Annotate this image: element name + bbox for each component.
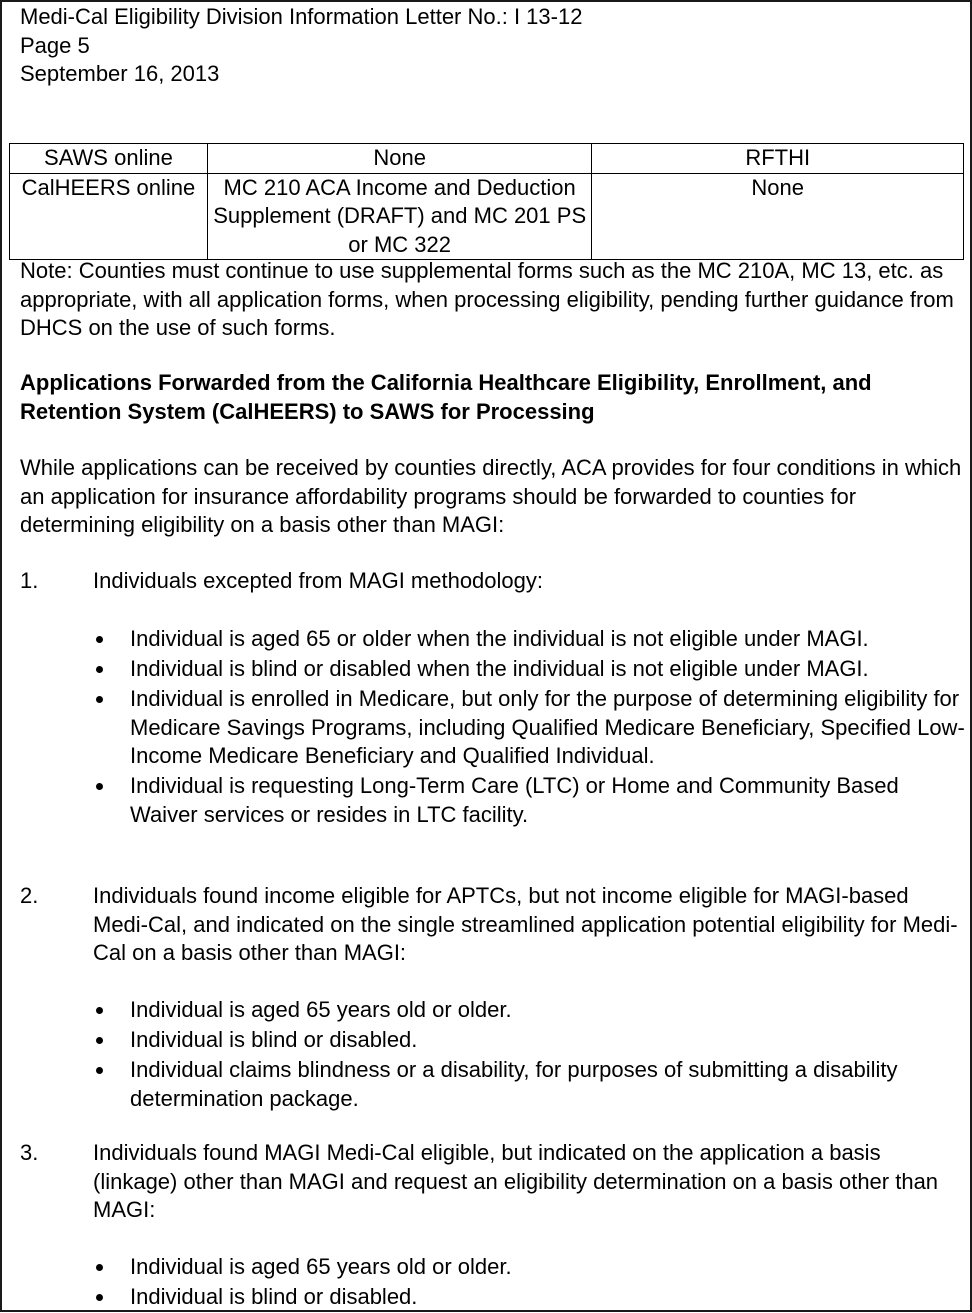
condition-text: Individuals found income eligible for APTCs, but not income eligible for MAGI-based Medi-Cal, and indicated on the single streamlined application potential eligibility for Medi-Cal on a basis other than MAGI: [93, 883, 958, 965]
list-item-text: Individual is blind or disabled. [130, 1284, 418, 1309]
list-item [93, 1026, 966, 1055]
note-paragraph: Note: Counties must continue to use supplemental forms such as the MC 210A, MC 13, etc. as appropriate, with all application forms, when processing eligibility, pending further guidance from DHCS on the use of such forms. [20, 258, 954, 340]
list-item [93, 655, 966, 684]
list-item-text: Individual is blind or disabled. [130, 1027, 418, 1052]
bullet-list [93, 996, 966, 1115]
bullet-list [93, 1253, 966, 1313]
bullet-icon [96, 1294, 103, 1301]
page-number: Page 5 [20, 32, 90, 58]
bullet-icon [96, 636, 103, 643]
condition-item [20, 1139, 966, 1225]
letter-date: September 16, 2013 [20, 61, 220, 86]
list-item [93, 996, 966, 1025]
table-cell: CalHEERS online [10, 173, 208, 260]
bullet-icon [96, 696, 103, 703]
letter-header [20, 3, 966, 89]
letter-number: Medi-Cal Eligibility Division Information Letter No.: I 13-12 [20, 4, 583, 29]
list-item-text: Individual is aged 65 years old or older. [130, 997, 512, 1022]
list-item [93, 772, 966, 829]
condition-number: 2. [20, 883, 39, 908]
section-heading: Applications Forwarded from the California Healthcare Eligibility, Enrollment, and Retention System (CalHEERS) to SAWS for Processing [20, 370, 872, 424]
table-cell: None [207, 144, 592, 174]
list-item-text: Individual is aged 65 years old or older. [130, 1254, 512, 1279]
intro-paragraph: While applications can be received by counties directly, ACA provides for four conditions in which an application for insurance affordability programs should be forwarded to counties for determining eligibility on a basis other than MAGI: [20, 455, 962, 537]
list-item [93, 685, 966, 771]
list-item [93, 625, 966, 654]
bullet-icon [96, 783, 103, 790]
condition-item [20, 882, 966, 968]
table-cell: SAWS online [10, 144, 208, 174]
bullet-icon [96, 1067, 103, 1074]
list-item-text: Individual is aged 65 or older when the individual is not eligible under MAGI. [130, 626, 869, 651]
table-row [10, 144, 964, 174]
list-item [93, 1253, 966, 1282]
list-item-text: Individual is enrolled in Medicare, but only for the purpose of determining eligibility for Medicare Savings Programs, including Qualified Medicare Beneficiary, Specified Low-Income Medicare Beneficiary and Qualified Individual. [130, 686, 965, 768]
condition-text: Individuals excepted from MAGI methodology: [93, 568, 544, 593]
bullet-list [93, 625, 966, 831]
bullet-icon [96, 666, 103, 673]
condition-number: 1. [20, 568, 39, 593]
condition-item [20, 567, 966, 596]
list-item [93, 1056, 966, 1113]
table-cell: None [592, 173, 964, 260]
document-page [20, 0, 966, 1309]
list-item-text: Individual is blind or disabled when the individual is not eligible under MAGI. [130, 656, 869, 681]
list-item [93, 1283, 966, 1312]
table-cell: RFTHI [592, 144, 964, 174]
table-cell: MC 210 ACA Income and Deduction Supplement (DRAFT) and MC 201 PS or MC 322 [207, 173, 592, 260]
table-row [10, 173, 964, 260]
list-item-text: Individual is requesting Long-Term Care (LTC) or Home and Community Based Waiver services or resides in LTC facility. [130, 773, 899, 827]
list-item-text: Individual claims blindness or a disability, for purposes of submitting a disability determination package. [130, 1057, 898, 1111]
bullet-icon [96, 1007, 103, 1014]
bullet-icon [96, 1264, 103, 1271]
bullet-icon [96, 1037, 103, 1044]
condition-number: 3. [20, 1140, 39, 1165]
condition-text: Individuals found MAGI Medi-Cal eligible, but indicated on the application a basis (linkage) other than MAGI and request an eligibility determination on a basis other than MAGI: [93, 1140, 939, 1222]
forms-table [9, 143, 964, 260]
